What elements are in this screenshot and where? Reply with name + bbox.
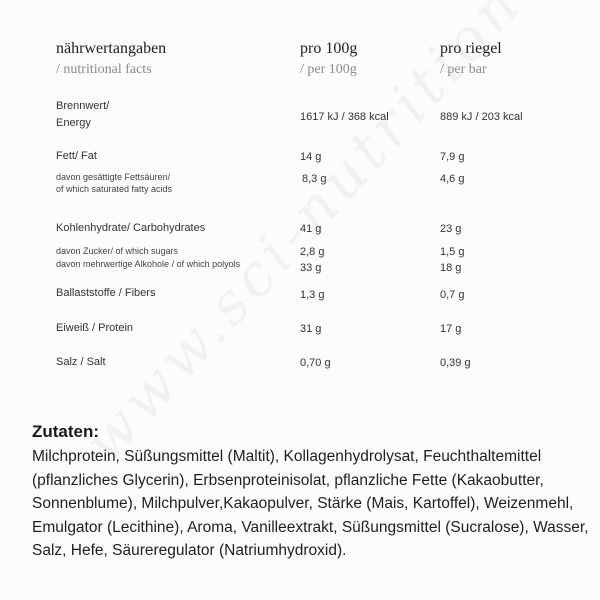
header-per-bar-sub: / per bar [440,62,487,77]
polyols-label: davon mehrwertige Alkohole / of which polyols [56,259,241,269]
sugars-per100: 2,8 g [300,246,325,258]
energy-label-de: Brennwert/ [56,100,110,112]
fat-label: Fett/ Fat [56,150,97,162]
salt-perbar: 0,39 g [440,357,471,369]
energy-perbar: 889 kJ / 203 kcal [440,111,523,123]
carbs-label: Kohlenhydrate/ Carbohydrates [56,222,206,234]
polyols-perbar: 18 g [440,262,462,274]
fibers-per100: 1,3 g [300,289,325,301]
protein-perbar: 17 g [440,323,462,335]
sugars-label: davon Zucker/ of which sugars [56,246,179,256]
protein-label: Eiweiß / Protein [56,322,134,334]
header-per-100g-sub: / per 100g [300,62,357,77]
header-per-100g: pro 100g [300,40,358,57]
fat-perbar: 7,9 g [440,151,465,163]
polyols-per100: 33 g [300,262,322,274]
header-nutrition-facts: nährwertangaben [56,40,167,57]
fibers-perbar: 0,7 g [440,289,465,301]
satfat-perbar: 4,6 g [440,173,465,185]
satfat-label-en: of which saturated fatty acids [56,184,173,194]
energy-per100: 1617 kJ / 368 kcal [300,111,389,123]
carbs-per100: 41 g [300,223,322,235]
protein-per100: 31 g [300,323,322,335]
header-per-bar: pro riegel [440,40,502,57]
sugars-perbar: 1,5 g [440,246,465,258]
satfat-label-de: davon gesättigte Fettsäuren/ [56,172,171,182]
salt-per100: 0,70 g [300,357,331,369]
energy-label-en: Energy [56,117,91,129]
carbs-perbar: 23 g [440,223,462,235]
fat-per100: 14 g [300,151,322,163]
ingredients-title: Zutaten: [32,422,100,441]
fibers-label: Ballaststoffe / Fibers [56,287,156,299]
ingredients-text: Milchprotein, Süßungsmittel (Maltit), Kollagenhydrolysat, Feuchthaltemittel (pflanzliches Glycerin), Erbsenproteinisolat, pflanzliche Fette (Kakaobutter, Sonnenblume), Milchpulver,Kakaopulver, Stärke (Mais, Kartoffel), Weizenmehl, Emulgator (Lecithine), Aroma, Vanilleextrakt, Süßungsmittel (Sucralose), Wasser, Salz, Hefe, Säureregulator (Natriumhydroxid). [32,448,589,559]
satfat-per100: 8,3 g [302,173,327,185]
header-nutrition-facts-sub: / nutritional facts [56,62,152,77]
salt-label: Salz / Salt [56,356,106,368]
